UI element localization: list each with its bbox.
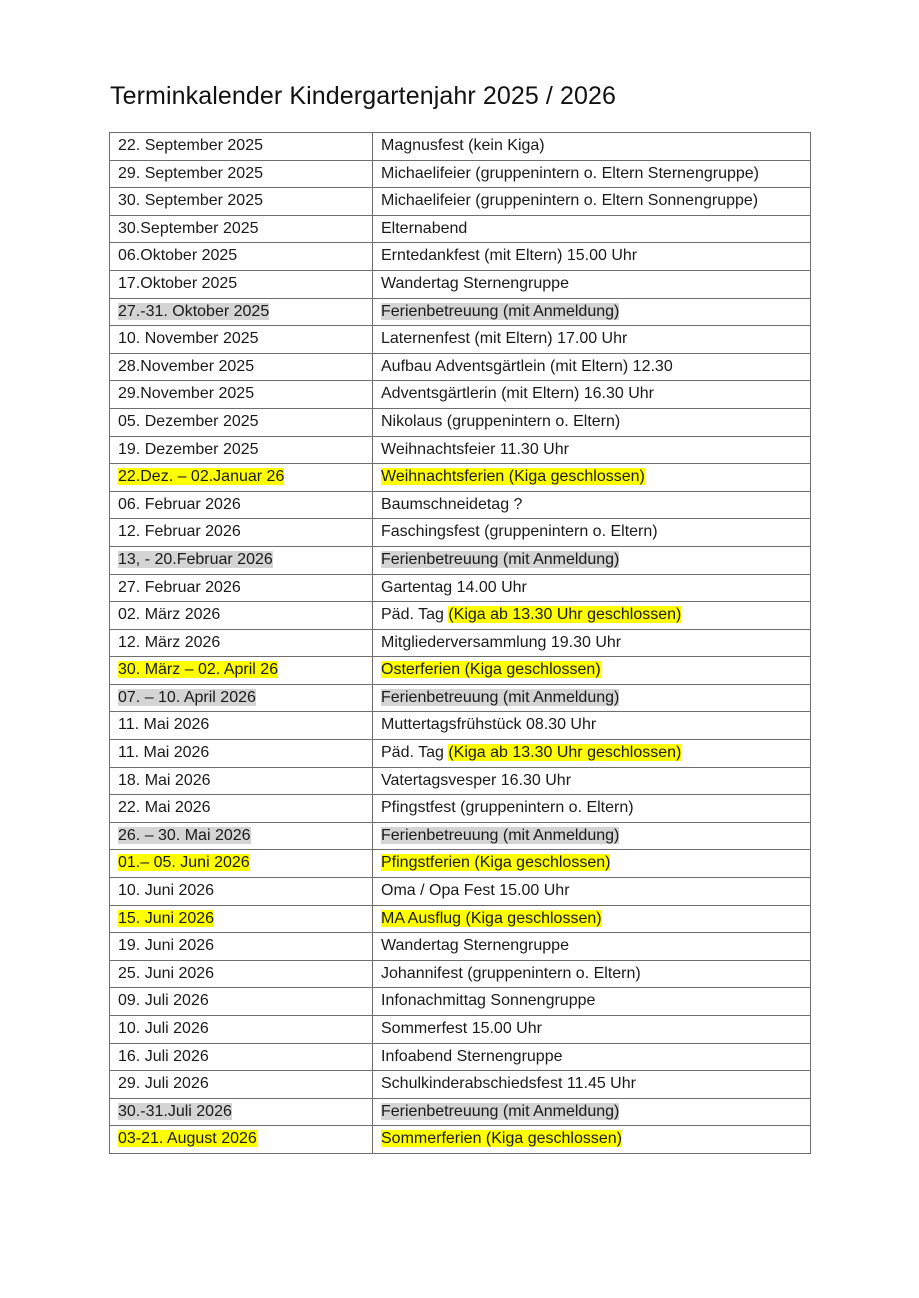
event-text: Michaelifeier (gruppenintern o. Eltern Sternengruppe) bbox=[381, 164, 759, 182]
table-row bbox=[110, 188, 811, 216]
date-text: 29. Juli 2026 bbox=[118, 1075, 209, 1093]
date-text: 19. Dezember 2025 bbox=[118, 440, 259, 458]
date-cell bbox=[110, 436, 373, 464]
table-row bbox=[110, 353, 811, 381]
event-text: Mitgliederversammlung 19.30 Uhr bbox=[381, 633, 622, 651]
event-cell bbox=[373, 795, 811, 823]
date-text: 03-21. August 2026 bbox=[118, 1130, 257, 1148]
date-cell bbox=[110, 574, 373, 602]
event-cell bbox=[373, 878, 811, 906]
date-cell bbox=[110, 353, 373, 381]
date-text: 10. Juli 2026 bbox=[118, 1020, 209, 1037]
event-text: Erntedankfest (mit Eltern) 15.00 Uhr bbox=[381, 247, 638, 265]
table-row bbox=[110, 381, 811, 409]
table-row bbox=[110, 657, 811, 685]
date-cell bbox=[110, 1071, 373, 1099]
date-cell bbox=[110, 546, 373, 574]
event-text: Ferienbetreuung (mit Anmeldung) bbox=[381, 302, 620, 320]
date-cell bbox=[110, 657, 373, 685]
date-cell bbox=[110, 408, 373, 436]
event-text: Oma / Opa Fest 15.00 Uhr bbox=[381, 882, 570, 900]
date-cell bbox=[110, 326, 373, 354]
event-cell bbox=[373, 629, 811, 657]
event-cell bbox=[373, 822, 811, 850]
table-row bbox=[110, 160, 811, 188]
page-title: Terminkalender Kindergartenjahr 2025 / 2026 bbox=[110, 82, 617, 110]
event-text: Nikolaus (gruppenintern o. Eltern) bbox=[381, 412, 621, 430]
date-text: 22. September 2025 bbox=[118, 137, 263, 154]
event-text: Pfingstferien (Kiga geschlossen) bbox=[381, 854, 611, 872]
table-row bbox=[110, 326, 811, 354]
table-row bbox=[110, 270, 811, 298]
date-text: 06. Februar 2026 bbox=[118, 495, 241, 513]
date-text: 27.-31. Oktober 2025 bbox=[118, 302, 270, 320]
event-cell bbox=[373, 712, 811, 740]
event-text: Schulkinderabschiedsfest 11.45 Uhr bbox=[381, 1075, 636, 1093]
event-cell bbox=[373, 1071, 811, 1099]
table-row bbox=[110, 602, 811, 630]
event-cell bbox=[373, 408, 811, 436]
event-text: Ferienbetreuung (mit Anmeldung) bbox=[381, 550, 620, 568]
event-text: Sommerfest 15.00 Uhr bbox=[381, 1020, 542, 1037]
table-row bbox=[110, 822, 811, 850]
date-text: 22. Mai 2026 bbox=[118, 799, 211, 817]
date-cell bbox=[110, 602, 373, 630]
table-row bbox=[110, 1098, 811, 1126]
date-text: 06.Oktober 2025 bbox=[118, 247, 238, 265]
date-cell bbox=[110, 519, 373, 547]
date-cell bbox=[110, 215, 373, 243]
date-text: 15. Juni 2026 bbox=[118, 909, 215, 927]
date-cell bbox=[110, 712, 373, 740]
date-cell bbox=[110, 243, 373, 271]
table-row bbox=[110, 850, 811, 878]
date-text: 18. Mai 2026 bbox=[118, 771, 211, 789]
date-text: 22.Dez. – 02.Januar 26 bbox=[118, 468, 285, 486]
event-cell bbox=[373, 988, 811, 1016]
event-text: Osterferien (Kiga geschlossen) bbox=[381, 661, 601, 679]
calendar-body bbox=[110, 133, 811, 1154]
table-row bbox=[110, 298, 811, 326]
date-text: 12. Februar 2026 bbox=[118, 523, 241, 541]
event-cell bbox=[373, 436, 811, 464]
event-cell bbox=[373, 850, 811, 878]
date-text: 19. Juni 2026 bbox=[118, 937, 215, 955]
event-text: Ferienbetreuung (mit Anmeldung) bbox=[381, 1102, 620, 1120]
date-cell bbox=[110, 1126, 373, 1154]
event-cell bbox=[373, 1043, 811, 1071]
event-cell bbox=[373, 960, 811, 988]
date-text: 30.September 2025 bbox=[118, 219, 259, 237]
table-row bbox=[110, 464, 811, 492]
table-row bbox=[110, 684, 811, 712]
event-text: Sommerferien (Kiga geschlossen) bbox=[381, 1130, 622, 1148]
event-cell bbox=[373, 133, 811, 161]
event-text: Johannifest (gruppenintern o. Eltern) bbox=[381, 964, 641, 982]
date-cell bbox=[110, 933, 373, 961]
date-text: 13, - 20.Februar 2026 bbox=[118, 550, 273, 568]
date-text: 10. November 2025 bbox=[118, 330, 259, 348]
event-text: Weihnachtsferien (Kiga geschlossen) bbox=[381, 468, 645, 486]
date-cell bbox=[110, 491, 373, 519]
event-highlight-text: (Kiga ab 13.30 Uhr geschlossen) bbox=[448, 606, 682, 624]
date-cell bbox=[110, 767, 373, 795]
table-row bbox=[110, 1071, 811, 1099]
event-cell bbox=[373, 1126, 811, 1154]
date-text: 10. Juni 2026 bbox=[118, 882, 215, 900]
date-text: 30. September 2025 bbox=[118, 192, 263, 210]
event-cell bbox=[373, 546, 811, 574]
event-cell bbox=[373, 574, 811, 602]
date-cell bbox=[110, 160, 373, 188]
event-cell bbox=[373, 684, 811, 712]
table-row bbox=[110, 933, 811, 961]
date-cell bbox=[110, 298, 373, 326]
event-cell bbox=[373, 933, 811, 961]
event-text: Faschingsfest (gruppenintern o. Eltern) bbox=[381, 523, 658, 541]
table-row bbox=[110, 133, 811, 161]
date-text: 29. September 2025 bbox=[118, 164, 263, 182]
date-text: 30. März – 02. April 26 bbox=[118, 661, 279, 679]
event-cell bbox=[373, 491, 811, 519]
date-text: 16. Juli 2026 bbox=[118, 1047, 209, 1065]
date-text: 07. – 10. April 2026 bbox=[118, 688, 256, 706]
table-row bbox=[110, 1126, 811, 1154]
table-row bbox=[110, 905, 811, 933]
date-cell bbox=[110, 795, 373, 823]
event-cell bbox=[373, 243, 811, 271]
event-cell bbox=[373, 1016, 811, 1044]
event-cell bbox=[373, 740, 811, 768]
date-cell bbox=[110, 1016, 373, 1044]
event-cell bbox=[373, 353, 811, 381]
event-cell bbox=[373, 905, 811, 933]
table-row bbox=[110, 767, 811, 795]
date-cell bbox=[110, 629, 373, 657]
event-text: Gartentag 14.00 Uhr bbox=[381, 578, 527, 596]
date-cell bbox=[110, 740, 373, 768]
event-cell bbox=[373, 160, 811, 188]
date-text: 25. Juni 2026 bbox=[118, 964, 215, 982]
event-text: MA Ausflug (Kiga geschlossen) bbox=[381, 909, 602, 927]
table-row bbox=[110, 629, 811, 657]
event-text: Laternenfest (mit Eltern) 17.00 Uhr bbox=[381, 330, 628, 348]
date-cell bbox=[110, 960, 373, 988]
date-cell bbox=[110, 270, 373, 298]
date-cell bbox=[110, 1043, 373, 1071]
date-cell bbox=[110, 822, 373, 850]
table-row bbox=[110, 740, 811, 768]
date-text: 27. Februar 2026 bbox=[118, 578, 241, 596]
date-text: 17.Oktober 2025 bbox=[118, 274, 238, 292]
table-row bbox=[110, 712, 811, 740]
date-text: 26. – 30. Mai 2026 bbox=[118, 826, 251, 844]
event-text: Infoabend Sternengruppe bbox=[381, 1047, 563, 1065]
date-cell bbox=[110, 188, 373, 216]
table-row bbox=[110, 215, 811, 243]
event-cell bbox=[373, 602, 811, 630]
date-cell bbox=[110, 464, 373, 492]
date-cell bbox=[110, 1098, 373, 1126]
event-text: Magnusfest (kein Kiga) bbox=[381, 137, 545, 154]
event-text: Päd. Tag bbox=[381, 744, 449, 762]
date-cell bbox=[110, 905, 373, 933]
table-row bbox=[110, 408, 811, 436]
event-cell bbox=[373, 326, 811, 354]
date-text: 02. März 2026 bbox=[118, 606, 221, 624]
event-cell bbox=[373, 519, 811, 547]
table-row bbox=[110, 878, 811, 906]
date-text: 12. März 2026 bbox=[118, 633, 221, 651]
event-cell bbox=[373, 215, 811, 243]
table-row bbox=[110, 436, 811, 464]
event-text: Baumschneidetag ? bbox=[381, 495, 523, 513]
date-cell bbox=[110, 381, 373, 409]
date-cell bbox=[110, 988, 373, 1016]
event-text: Michaelifeier (gruppenintern o. Eltern Sonnengruppe) bbox=[381, 192, 759, 210]
event-text: Wandertag Sternengruppe bbox=[381, 937, 569, 955]
event-text: Muttertagsfrühstück 08.30 Uhr bbox=[381, 716, 597, 734]
table-row bbox=[110, 491, 811, 519]
event-text: Vatertagsvesper 16.30 Uhr bbox=[381, 771, 572, 789]
date-text: 09. Juli 2026 bbox=[118, 992, 209, 1010]
date-cell bbox=[110, 850, 373, 878]
table-row bbox=[110, 574, 811, 602]
event-text: Adventsgärtlerin (mit Eltern) 16.30 Uhr bbox=[381, 385, 654, 403]
event-text: Pfingstfest (gruppenintern o. Eltern) bbox=[381, 799, 634, 817]
event-cell bbox=[373, 298, 811, 326]
date-text: 11. Mai 2026 bbox=[118, 716, 210, 734]
date-text: 05. Dezember 2025 bbox=[118, 412, 259, 430]
event-text: Wandertag Sternengruppe bbox=[381, 274, 569, 292]
event-cell bbox=[373, 188, 811, 216]
event-text: Elternabend bbox=[381, 219, 468, 237]
event-text: Ferienbetreuung (mit Anmeldung) bbox=[381, 826, 620, 844]
table-row bbox=[110, 1016, 811, 1044]
table-row bbox=[110, 243, 811, 271]
event-text: Infonachmittag Sonnengruppe bbox=[381, 992, 596, 1010]
date-text: 28.November 2025 bbox=[118, 357, 255, 375]
date-cell bbox=[110, 684, 373, 712]
table-row bbox=[110, 519, 811, 547]
calendar-table bbox=[109, 132, 811, 1154]
date-text: 01.– 05. Juni 2026 bbox=[118, 854, 250, 872]
date-text: 11. Mai 2026 bbox=[118, 744, 210, 762]
event-cell bbox=[373, 381, 811, 409]
date-cell bbox=[110, 878, 373, 906]
date-text: 29.November 2025 bbox=[118, 385, 255, 403]
table-row bbox=[110, 546, 811, 574]
table-row bbox=[110, 960, 811, 988]
table-row bbox=[110, 1043, 811, 1071]
event-text: Päd. Tag bbox=[381, 606, 449, 624]
event-text: Ferienbetreuung (mit Anmeldung) bbox=[381, 688, 620, 706]
event-cell bbox=[373, 464, 811, 492]
event-cell bbox=[373, 1098, 811, 1126]
event-cell bbox=[373, 767, 811, 795]
event-cell bbox=[373, 270, 811, 298]
date-text: 30.-31.Juli 2026 bbox=[118, 1102, 232, 1120]
table-row bbox=[110, 988, 811, 1016]
event-text: Aufbau Adventsgärtlein (mit Eltern) 12.30 bbox=[381, 357, 673, 375]
date-cell bbox=[110, 133, 373, 161]
event-cell bbox=[373, 657, 811, 685]
event-text: Weihnachtsfeier 11.30 Uhr bbox=[381, 440, 569, 458]
table-row bbox=[110, 795, 811, 823]
event-highlight-text: (Kiga ab 13.30 Uhr geschlossen) bbox=[448, 744, 682, 762]
